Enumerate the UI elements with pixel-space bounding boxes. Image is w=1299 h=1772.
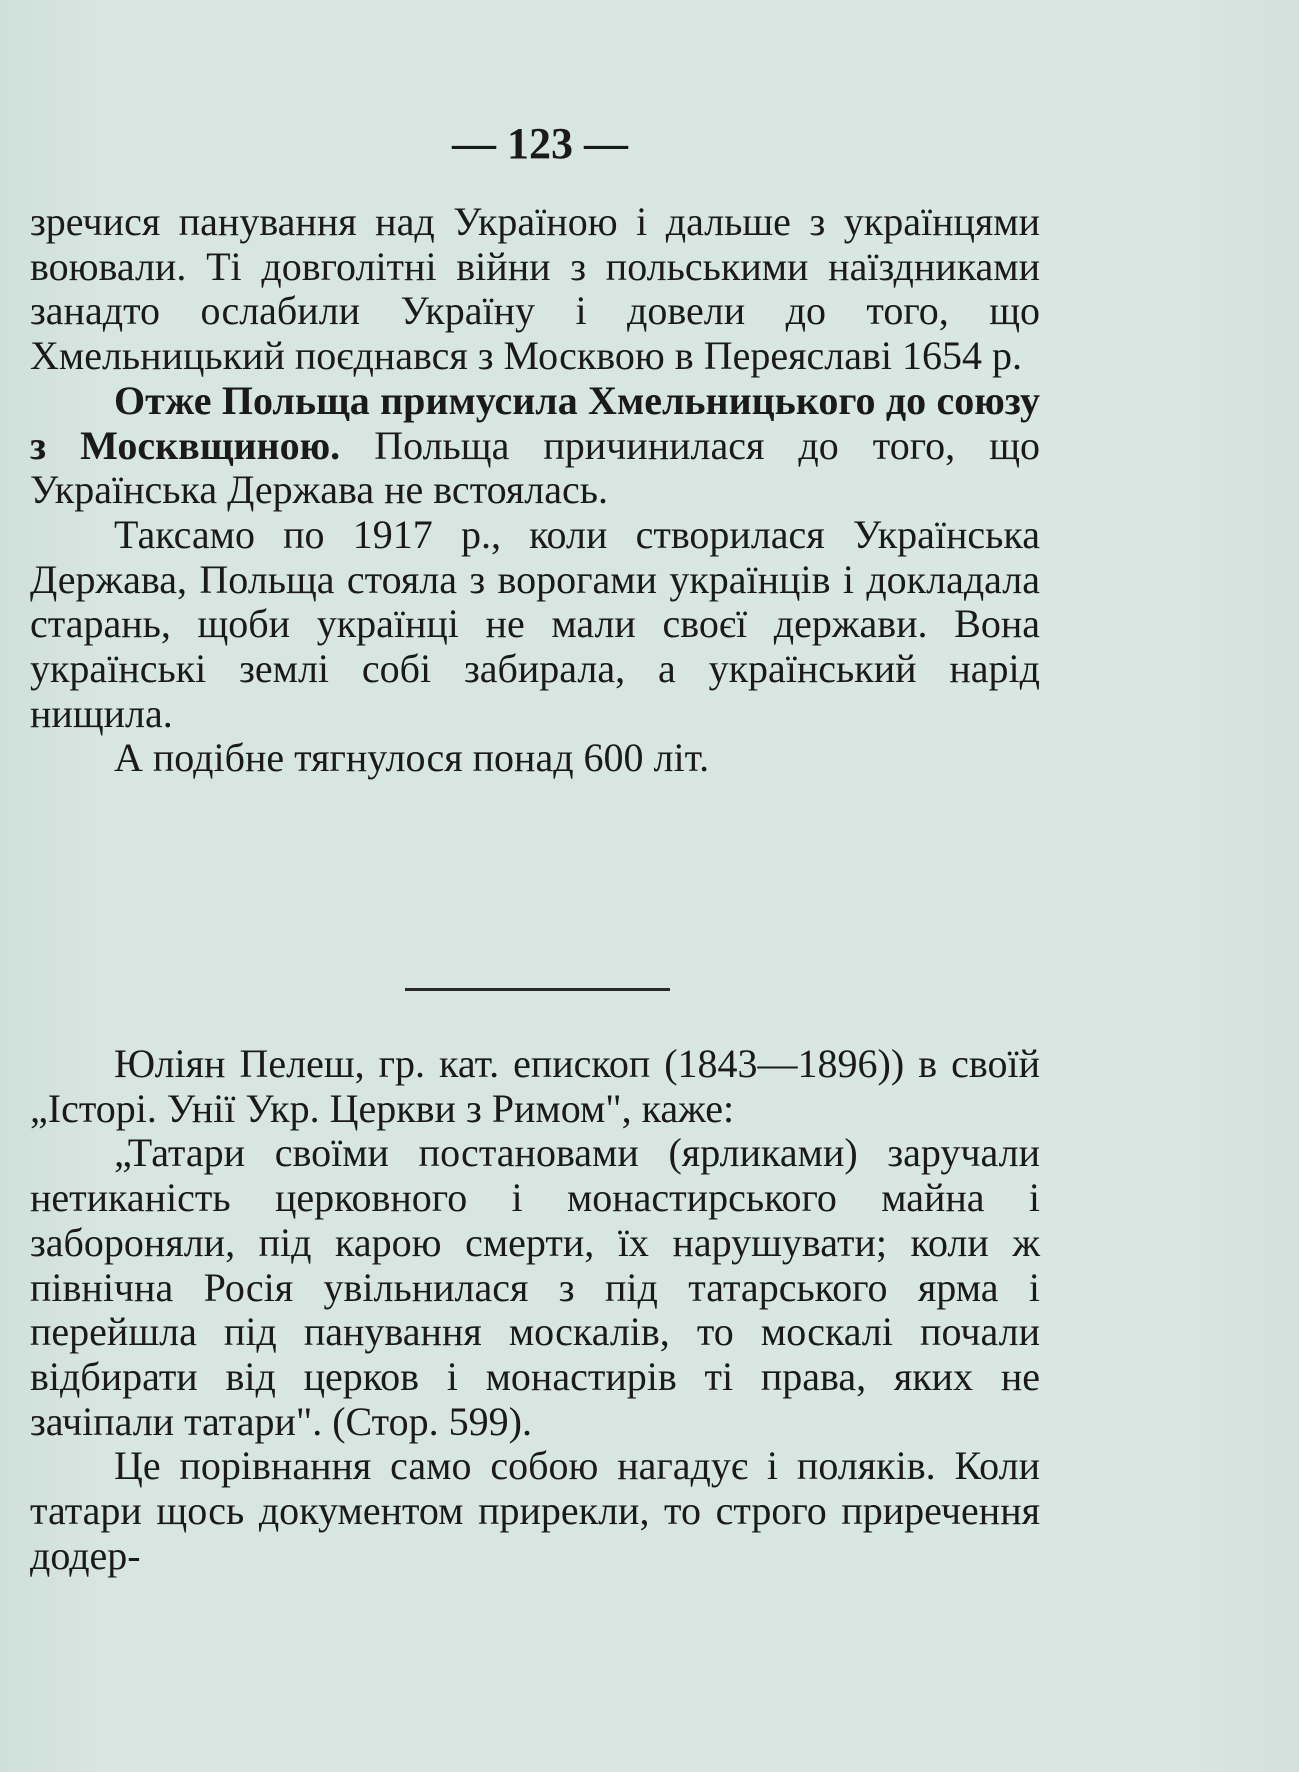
text-section-top	[30, 200, 1040, 781]
paragraph-pelesh: Юліян Пелеш, гр. кат. епископ (1843—1896)) в своїй „Історі. Унії Укр. Церкви з Римом", каже:	[30, 1041, 1040, 1131]
paragraph-rest: Польща причинилася до того, що Українська Держава не встоялась.	[30, 422, 1040, 513]
paragraph-quote: „Татари своїми постановами (ярликами) заручали нетиканість церковного і монастирського майна і забороняли, під карою смерти, їх нарушувати; коли ж північна Росія увільнилася з під татарського ярма і перейшла під панування москалів, то москалі почали відбирати від церков і монастирів ті права, яких не зачіпали татари". (Стор. 599).	[30, 1130, 1040, 1444]
page-number: — 123 —	[452, 119, 628, 168]
paragraph-poland-forced	[30, 379, 1040, 513]
section-divider	[405, 988, 670, 991]
paragraph-600-years: А подібне тягнулося понад 600 літ.	[114, 735, 710, 781]
paragraph-continuation: зречися панування над Україною і дальше з українцями воювали. Ті довголітні війни з польськими наїздниками занадто ослабили Україну і довели до того, що Хмельницький поєднався з Москвою в Переяславі 1654 р.	[30, 199, 1040, 379]
bold-statement: Отже Польща примусила Хмельницького до союзу з Москвщиною.	[30, 377, 1040, 468]
paragraph-1917: Таксамо по 1917 р., коли створилася Українська Держава, Польща стояла з ворогами українців і докладала старань, щоби українці не мали своєї держави. Вона українські землі собі забирала, а український нарід нищила.	[30, 511, 1040, 736]
paragraph-comparison: Це порівнання само собою нагадує і поляків. Коли татари щось документом прирекли, то строго приречення додер-	[30, 1443, 1040, 1578]
text-section-bottom	[30, 1042, 1040, 1578]
